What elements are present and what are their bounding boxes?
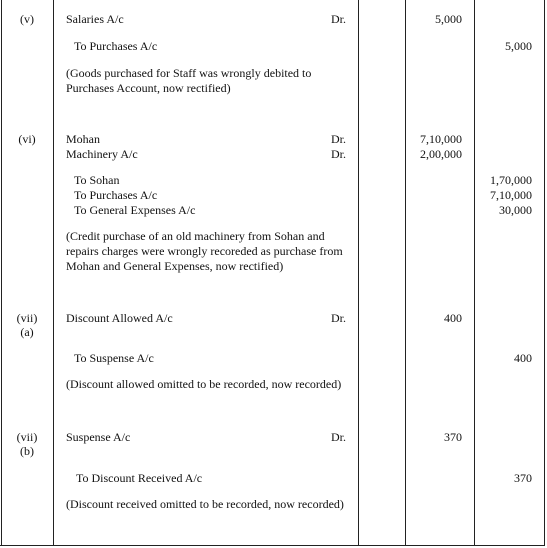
entry-number: (vii) [16, 311, 38, 325]
debit-account: Mohan [66, 132, 100, 146]
debit-amount: 2,00,000 [420, 147, 462, 161]
debit-amount: 7,10,000 [420, 132, 462, 146]
dr-label: Dr. [331, 311, 346, 325]
table-border-left [1, 0, 2, 546]
credit-account: To Purchases A/c [74, 188, 158, 202]
entry-number: (v) [20, 12, 34, 26]
narration [66, 229, 343, 274]
narration [66, 377, 341, 392]
dr-label: Dr. [331, 147, 346, 161]
debit-amount: 5,000 [435, 12, 462, 26]
narration-line: (Goods purchased for Staff was wrongly debited to [66, 66, 312, 80]
entry-number: (vi) [18, 132, 36, 146]
column-divider [53, 0, 54, 546]
entry-sub-number: (a) [20, 325, 34, 339]
credit-account: To General Expenses A/c [74, 203, 196, 217]
credit-account: To Purchases A/c [74, 39, 158, 53]
narration-line: repairs charges were wrongly recoreded as purchase from [66, 244, 343, 258]
debit-account: Suspense A/c [66, 430, 131, 444]
debit-amount: 370 [444, 430, 462, 444]
narration-line: Purchases Account, now rectified) [66, 81, 231, 95]
credit-account: To Suspense A/c [74, 351, 154, 365]
table-border-bottom [0, 545, 545, 546]
narration-line: (Discount allowed omitted to be recorded, now recorded) [66, 377, 342, 391]
narration-line: (Discount received omitted to be recorded, now recorded) [66, 497, 344, 511]
dr-label: Dr. [331, 12, 346, 26]
debit-account: Discount Allowed A/c [66, 311, 173, 325]
credit-amount: 30,000 [499, 203, 532, 217]
narration [66, 66, 311, 96]
debit-account: Machinery A/c [66, 147, 138, 161]
entry-sub-number: (b) [20, 444, 34, 458]
narration-line: (Credit purchase of an old machinery from Sohan and [66, 229, 325, 243]
debit-amount: 400 [444, 311, 462, 325]
narration-line: Mohan and General Expenses, now rectified) [66, 259, 284, 273]
credit-amount: 1,70,000 [490, 173, 532, 187]
credit-amount: 5,000 [505, 39, 532, 53]
dr-label: Dr. [331, 430, 346, 444]
credit-account: To Discount Received A/c [76, 471, 203, 485]
credit-account: To Sohan [74, 173, 120, 187]
entry-number: (vii) [16, 430, 38, 444]
credit-amount: 370 [514, 471, 532, 485]
column-divider [358, 0, 359, 546]
table-border-right [544, 0, 545, 546]
credit-amount: 400 [514, 351, 532, 365]
column-divider [474, 0, 475, 546]
dr-label: Dr. [331, 132, 346, 146]
narration [66, 497, 344, 512]
credit-amount: 7,10,000 [490, 188, 532, 202]
column-divider [405, 0, 406, 546]
debit-account: Salaries A/c [66, 12, 124, 26]
